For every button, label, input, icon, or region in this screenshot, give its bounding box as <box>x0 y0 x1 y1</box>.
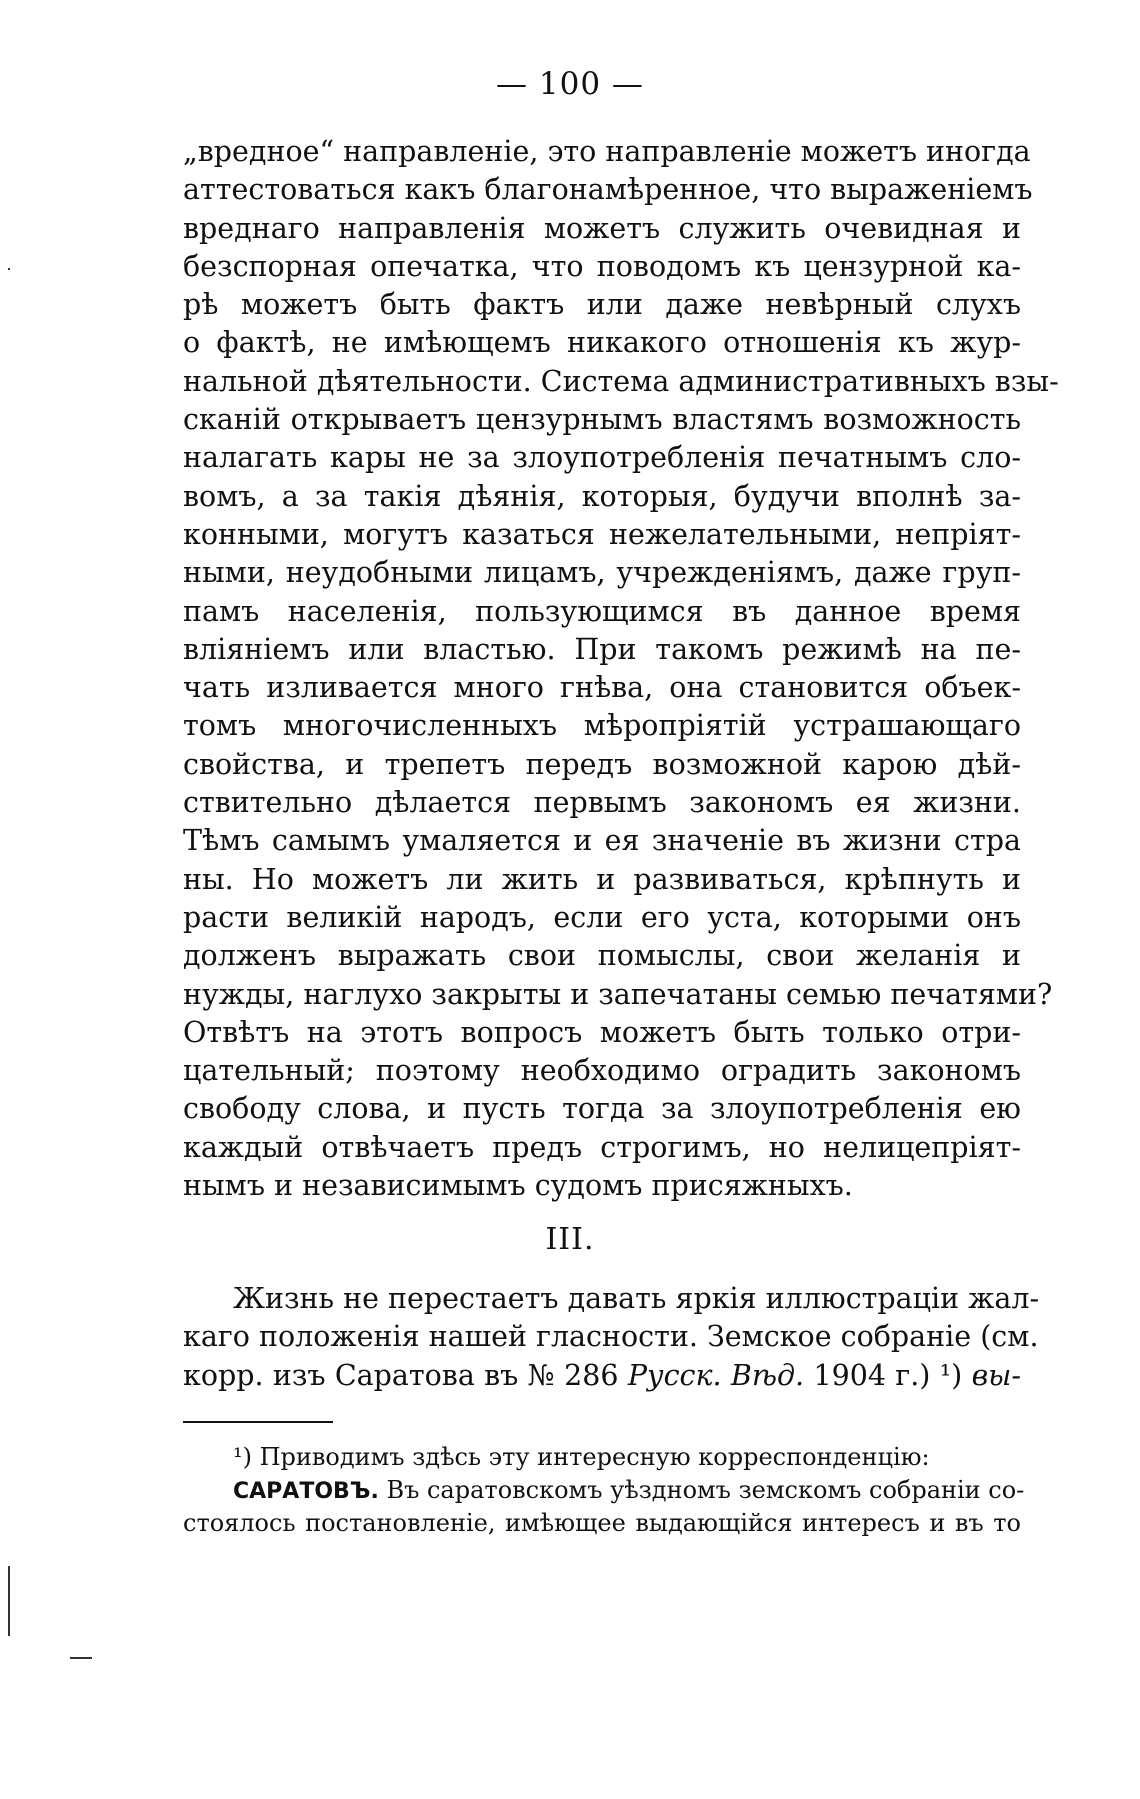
text-line: цательный; поэтому необходимо оградить закономъ <box>183 1054 1021 1088</box>
text-line: ны. Но можетъ ли жить и развиваться, крѣпнуть и <box>183 862 1021 896</box>
text-line: ными, неудобными лицамъ, учрежденіямъ, даже груп- <box>183 556 1021 590</box>
text-line: памъ населенія, пользующимся въ данное время <box>183 594 1021 628</box>
text-line: конными, могутъ казаться нежелательными, непріят- <box>183 517 1021 551</box>
text-line: нальной дѣятельности. Система административныхъ взы- <box>183 364 1059 398</box>
text-line: вомъ, а за такія дѣянія, которыя, будучи вполнѣ за- <box>183 479 1021 513</box>
text-segment: вы- <box>971 1358 1022 1392</box>
section-heading: III. <box>545 1222 595 1257</box>
text-line: аттестоваться какъ благонамѣренное, что выраженіемъ <box>183 173 1033 207</box>
footnote-line: стоялось постановленіе, имѣющее выдающійся интересъ и въ то <box>183 1509 1021 1537</box>
text-segment: Въ саратовскомъ уѣздномъ земскомъ собраніи со- <box>378 1476 1025 1504</box>
text-line: сканій открываетъ цензурнымъ властямъ возможность <box>183 403 1021 437</box>
text-segment: корр. изъ Саратова въ № 286 <box>183 1358 628 1392</box>
section-paragraph <box>183 1280 1040 1395</box>
text-line: ствительно дѣлается первымъ закономъ ея жизни. <box>183 786 1021 820</box>
text-line: каждый отвѣчаетъ предъ строгимъ, но нелицепріят- <box>183 1130 1021 1164</box>
text-line: нымъ и независимымъ судомъ присяжныхъ. <box>183 1169 853 1203</box>
footnote-intro: ¹) Приводимъ здѣсь эту интересную корреспонденцію: <box>233 1443 930 1471</box>
journal-title: Русск. Вѣд. <box>627 1358 805 1392</box>
scan-mark <box>70 1657 92 1659</box>
footnote-line <box>183 1474 1025 1507</box>
page-number: — 100 — <box>496 66 644 102</box>
text-line: нужды, наглухо закрыты и запечатаны семью печатями? <box>183 977 1053 1011</box>
text-line: вреднаго направленія можетъ служить очевидная и <box>183 211 1021 245</box>
text-line: долженъ выражать свои помыслы, свои желанія и <box>183 939 1021 973</box>
text-line: томъ многочисленныхъ мѣропріятій устрашающаго <box>183 709 1021 743</box>
scan-mark <box>8 268 10 270</box>
text-line: каго положенія нашей гласности. Земское собраніе (см. <box>183 1320 1039 1354</box>
text-line: Отвѣтъ на этотъ вопросъ можетъ быть только отри- <box>183 1015 1021 1049</box>
text-line <box>183 1357 1021 1395</box>
text-line: расти великій народъ, если его уста, которыми онъ <box>183 900 1021 934</box>
text-line: Жизнь не перестаетъ давать яркія иллюстраціи жал- <box>233 1282 1040 1315</box>
text-line: свойства, и трепетъ передъ возможной карою дѣй- <box>183 747 1021 781</box>
footnote-city: САРАТОВЪ. <box>233 1479 379 1504</box>
text-line: рѣ можетъ быть фактъ или даже невѣрный слухъ <box>183 288 1021 322</box>
text-line: „вредное“ направленіе, это направленіе можетъ иногда <box>183 135 1031 168</box>
text-line: безспорная опечатка, что поводомъ къ цензурной ка- <box>183 249 1021 283</box>
text-line: о фактѣ, не имѣющемъ никакого отношенія къ жур- <box>183 326 1021 360</box>
text-line: налагать кары не за злоупотребленія печатнымъ сло- <box>183 441 1021 475</box>
main-paragraph <box>183 133 1059 1205</box>
scan-mark <box>8 1566 10 1636</box>
text-line: свободу слова, и пусть тогда за злоупотребленія ею <box>183 1092 1021 1126</box>
text-line: Тѣмъ самымъ умаляется и ея значеніе въ жизни стра <box>183 824 1021 858</box>
footnote-divider <box>183 1421 333 1423</box>
text-line: чать изливается много гнѣва, она становится объек- <box>183 671 1021 705</box>
text-line: вліяніемъ или властью. При такомъ режимѣ на пе- <box>183 632 1021 666</box>
text-segment: 1904 г.) ¹) <box>804 1358 972 1392</box>
footnote <box>183 1441 1025 1540</box>
